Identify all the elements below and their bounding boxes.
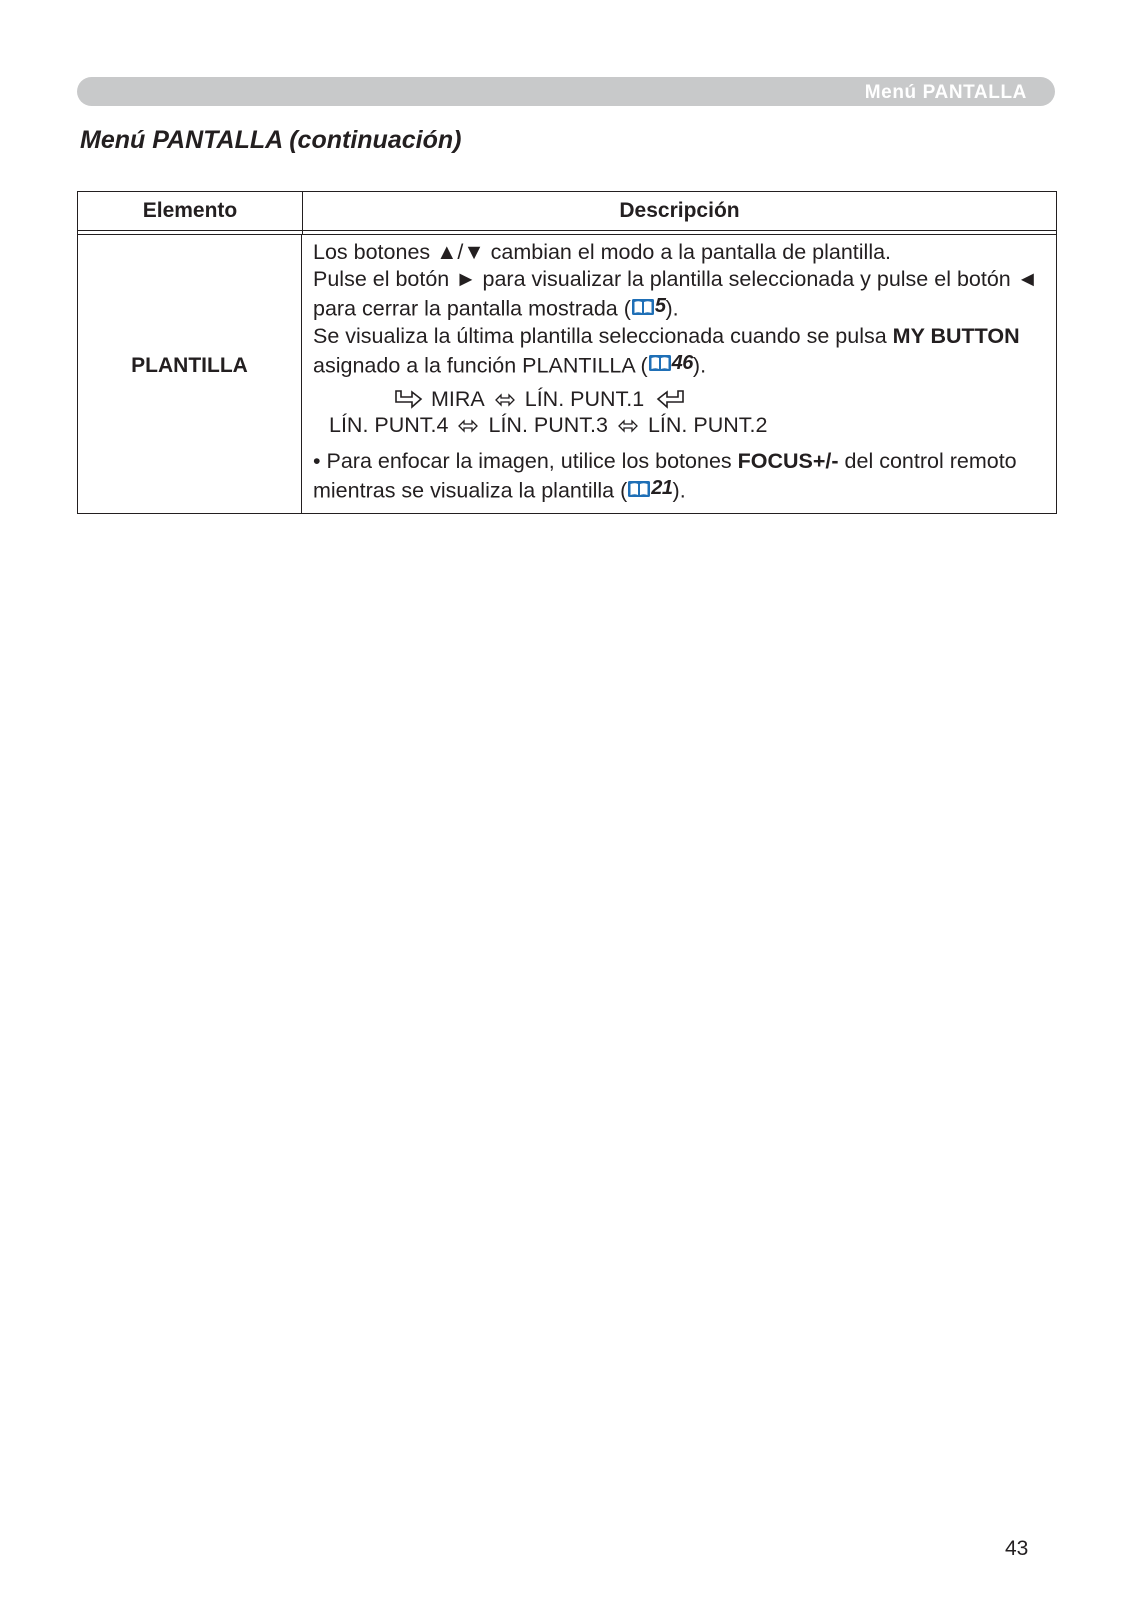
book-icon — [631, 298, 655, 316]
description-text: Se visualiza la última plantilla seleccionada cuando se pulsa — [313, 323, 893, 348]
description-text: ). — [692, 353, 707, 377]
button-name: MY BUTTON — [892, 323, 1020, 348]
reference-page-number: 5 — [654, 295, 666, 317]
description-text: del control remoto mientras se visualiza la plantilla ( — [313, 449, 1017, 503]
page-reference[interactable] — [631, 293, 666, 320]
page-reference[interactable] — [627, 475, 672, 502]
description-text: asignado a la función PLANTILLA ( — [313, 353, 648, 377]
cycle-lin2: LÍN. PUNT.2 — [647, 413, 768, 437]
column-header-description: Descripción — [619, 199, 740, 222]
page-number: 43 — [1005, 1537, 1029, 1560]
description-text: Pulse el botón ► para visualizar la plantilla seleccionada y pulse el botón ◄ para cerrar la pantalla mostrada ( — [313, 267, 1039, 321]
description-line: Los botones ▲/▼ cambian el modo a la pantalla de plantilla. — [313, 240, 892, 264]
reference-page-number: 21 — [651, 477, 673, 499]
item-name: PLANTILLA — [78, 235, 302, 513]
cycle-top-row — [393, 386, 686, 413]
cycle-lin4: LÍN. PUNT.4 — [329, 413, 449, 437]
description-paragraph — [313, 266, 1046, 323]
description-text: ). — [665, 296, 679, 321]
cycle-lin3: LÍN. PUNT.3 — [488, 413, 608, 437]
double-arrow-icon — [618, 419, 638, 433]
reference-page-number: 46 — [671, 351, 693, 374]
bend-arrow-icon — [393, 388, 425, 412]
item-description — [302, 235, 1056, 513]
section-label: Menú PANTALLA — [864, 82, 1027, 103]
description-text: ). — [672, 478, 686, 503]
page-title: Menú PANTALLA (continuación) — [80, 126, 462, 154]
bend-arrow-icon — [654, 388, 686, 412]
menu-table — [77, 191, 1057, 514]
table-header — [78, 192, 1056, 231]
book-icon — [648, 354, 672, 372]
double-arrow-icon — [495, 393, 515, 407]
description-paragraph — [313, 323, 1046, 380]
cycle-lin1: LÍN. PUNT.1 — [524, 387, 645, 411]
focus-note — [313, 448, 1046, 505]
template-cycle-diagram — [313, 382, 1046, 444]
button-name: FOCUS+/- — [737, 449, 839, 473]
section-header-bar — [77, 77, 1055, 106]
cycle-mira: MIRA — [431, 387, 485, 411]
double-arrow-icon — [458, 419, 478, 433]
table-row — [78, 235, 1056, 513]
book-icon — [627, 480, 651, 498]
description-text: • Para enfocar la imagen, utilice los botones — [313, 449, 738, 473]
cycle-bottom-row — [329, 412, 767, 439]
column-header-item: Elemento — [78, 192, 303, 230]
page-reference[interactable] — [648, 350, 693, 377]
